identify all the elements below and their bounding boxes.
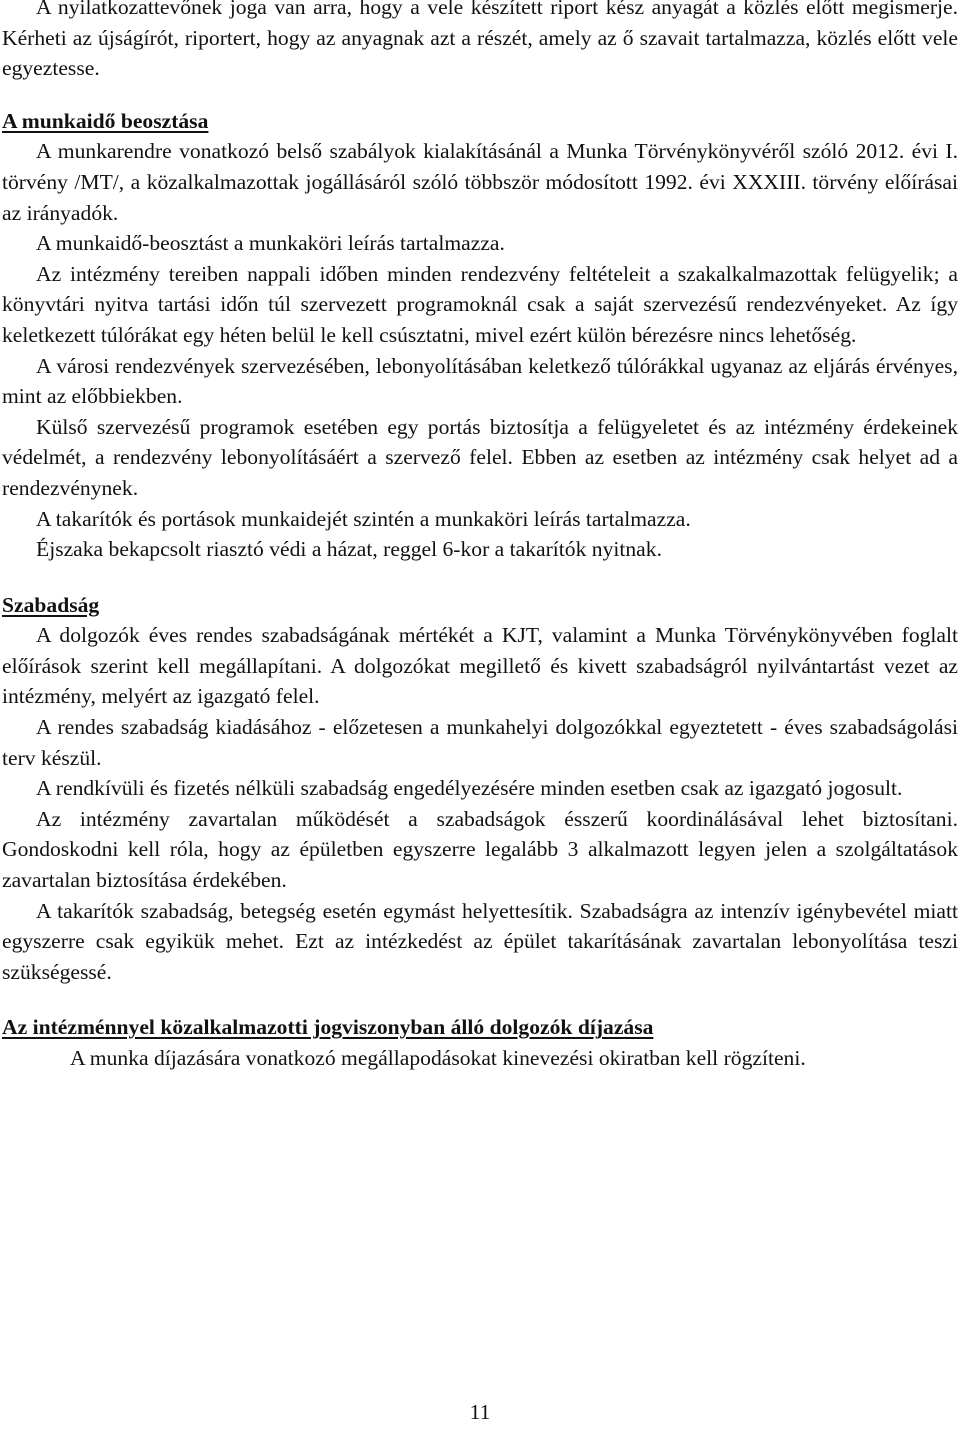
section-spacer: [2, 84, 958, 106]
munkaido-paragraph-2: A munkaidő-beosztást a munkaköri leírás tartalmazza.: [36, 231, 505, 256]
intro-paragraph: A nyilatkozattevőnek joga van arra, hogy a vele készített riport kész anyagát a közlés előtt megismerje. Kérheti az újságírót, riportert, hogy az anyagnak azt a részét, amely az ő szavait tartalmazza, közlés előtt vele egyeztesse.: [2, 0, 958, 81]
munkaido-paragraph-5: Külső szervezésű programok esetében egy portás biztosítja a felügyeletet és az intézmény érdekeinek védelmét, a rendezvény lebonyolításáért a szervező felel. Ebben az esetben az intézmény csak helyet ad a rendezvénynek.: [2, 414, 958, 500]
page-number: 11: [469, 1400, 491, 1424]
szabadsag-paragraph-5: A takarítók szabadság, betegség esetén egymást helyettesítik. Szabadságra az intenzív igénybevétel miatt egyszerre csak egyikük mehet. Ezt az intézkedést az épület takarításának zavartalan lebonyolítása teszi szükségessé.: [2, 898, 958, 984]
section-spacer: [2, 565, 958, 590]
heading-szabadsag: Szabadság: [2, 592, 100, 617]
munkaido-paragraph-4: A városi rendezvények szervezésében, lebonyolításában keletkező túlórákkal ugyanaz az eljárás érvényes, mint az előbbiekben.: [2, 353, 958, 409]
document-body: [2, 0, 958, 1074]
dijazas-paragraph-1: A munka díjazására vonatkozó megállapodásokat kinevezési okiratban kell rögzíteni.: [70, 1046, 806, 1070]
munkaido-paragraph-7: Éjszaka bekapcsolt riasztó védi a házat, reggel 6-kor a takarítók nyitnak.: [36, 537, 662, 562]
szabadsag-paragraph-4: Az intézmény zavartalan működését a szabadságok ésszerű koordinálásával lehet biztosítani. Gondoskodni kell róla, hogy az épületben egyszerre legalább 3 alkalmazott legyen jelen a szolgáltatások zavartalan biztosítása érdekében.: [2, 806, 958, 893]
section-spacer: [2, 987, 958, 1012]
szabadsag-paragraph-1: A dolgozók éves rendes szabadságának mértékét a KJT, valamint a Munka Törvénykönyvében foglalt előírások szerint kell megállapítani. A dolgozókat megillető és kivett szabadságról nyilvántartást vezet az intézmény, melyért az igazgató felel.: [2, 623, 958, 709]
munkaido-paragraph-1: A munkarendre vonatkozó belső szabályok kialakításánál a Munka Törvénykönyvéről szóló 2012. évi I. törvény /MT/, a közalkalmazottak jogállásáról szóló többször módosított 1992. évi XXXIII. törvény előírásai az irányadók.: [2, 139, 958, 225]
szabadsag-paragraph-3: A rendkívüli és fizetés nélküli szabadság engedélyezésére minden esetben csak az igazgató jogosult.: [36, 776, 903, 801]
szabadsag-paragraph-2: A rendes szabadság kiadásához - előzetesen a munkahelyi dolgozókkal egyeztetett - éves szabadságolási terv készül.: [2, 715, 958, 770]
heading-munkaido-beosztasa: A munkaidő beosztása: [2, 108, 209, 133]
heading-dijazas: Az intézménnyel közalkalmazotti jogviszonyban álló dolgozók díjazása: [2, 1015, 654, 1040]
munkaido-paragraph-3: Az intézmény tereiben nappali időben minden rendezvény feltételeit a szakalkalmazottak felügyelik; a könyvtári nyitva tartási időn túl szervezett programoknál csak a saját szervezésű rendezvényeket. Az így keletkezett túlórákat egy héten belül le kell csúsztatni, mivel ezért külön bérezésre nincs lehetőség.: [2, 261, 958, 347]
munkaido-paragraph-6: A takarítók és portások munkaidejét szintén a munkaköri leírás tartalmazza.: [36, 506, 691, 531]
